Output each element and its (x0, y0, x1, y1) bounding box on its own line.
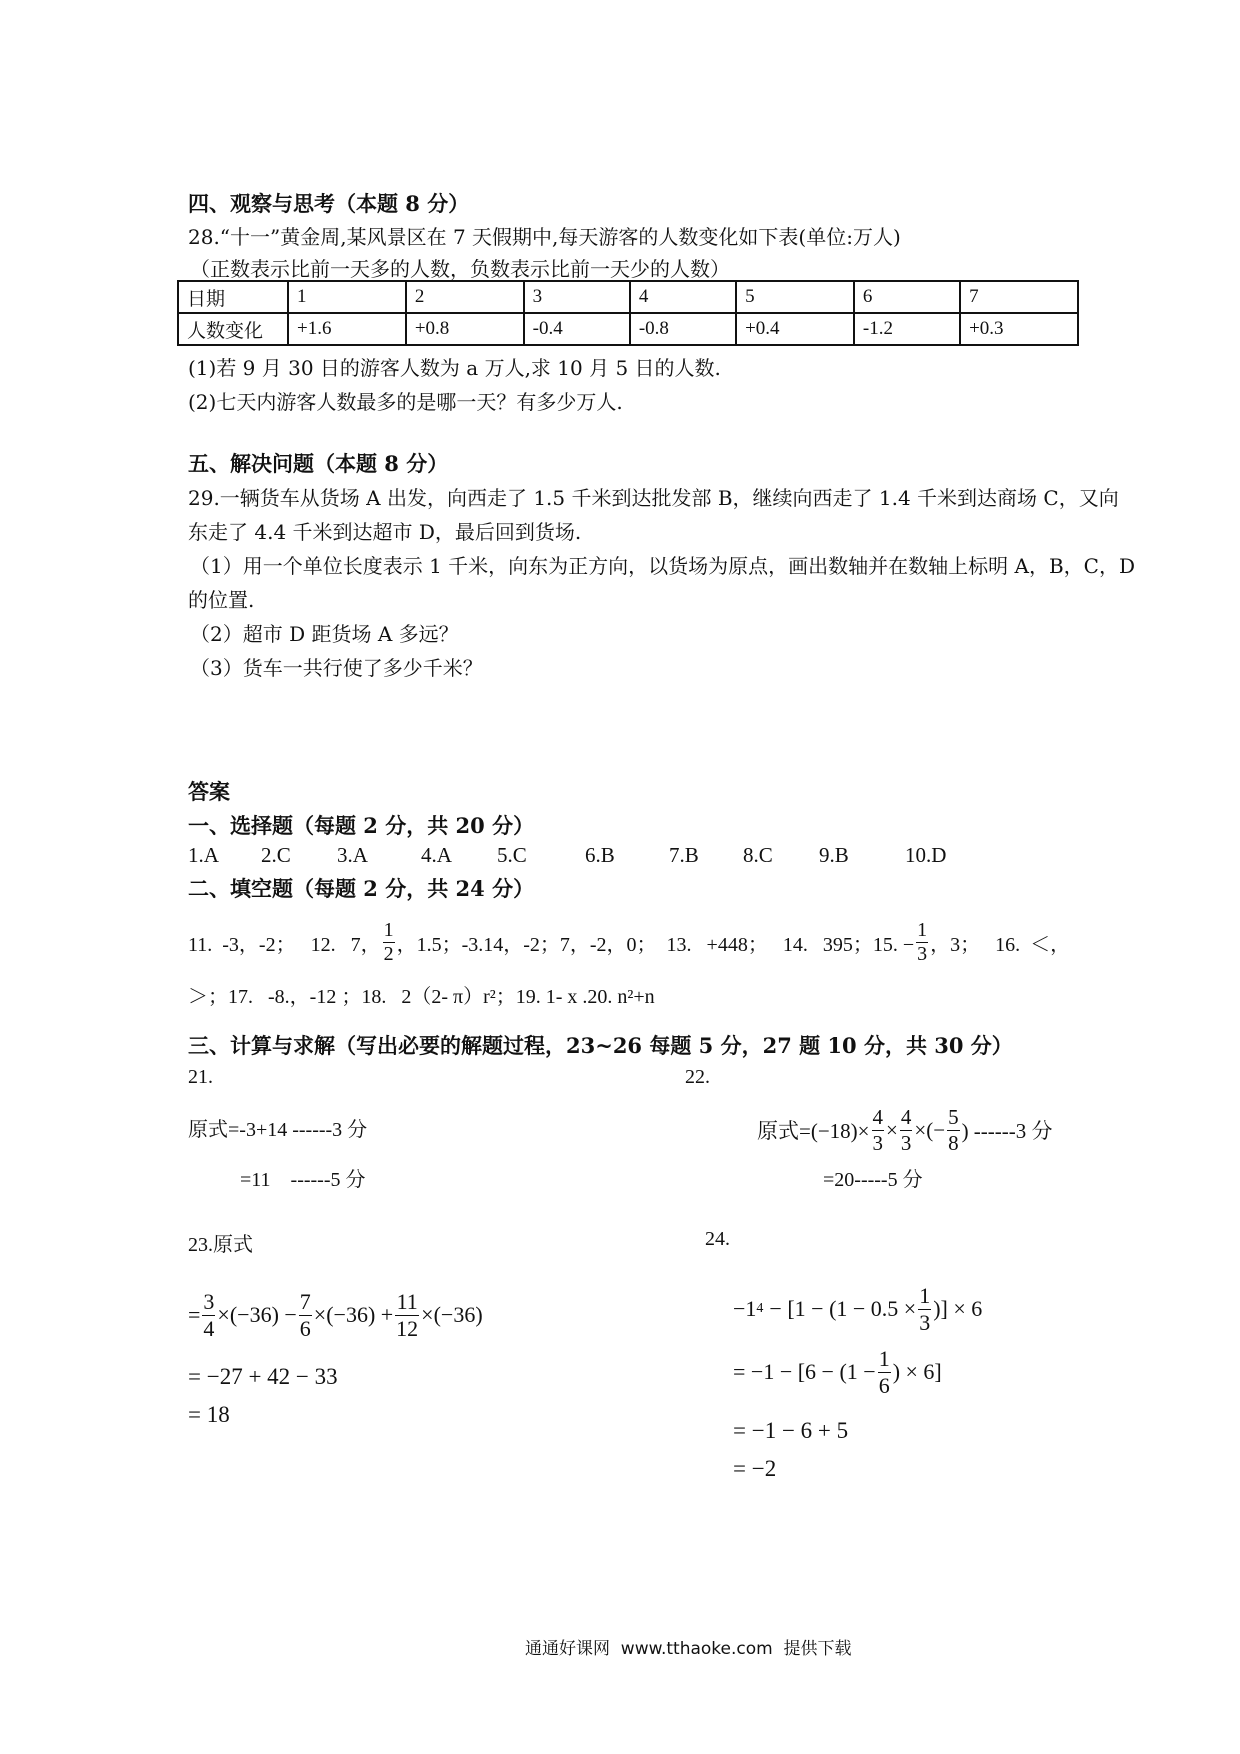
fraction-numerator: 1 (878, 1346, 890, 1372)
math-text: ×(−36) (421, 1302, 483, 1327)
fraction-one-third (916, 919, 928, 966)
answer-item: 7.B (669, 843, 699, 867)
q24-step-2 (733, 1342, 942, 1402)
fraction-one-half (383, 919, 395, 966)
table-row (178, 313, 1078, 345)
q21-step-2: =11 ------5 分 (240, 1169, 366, 1191)
fraction-denominator: 3 (900, 1130, 912, 1155)
fill-answer-text: 11. -3，-2； 12. 7， (188, 933, 381, 956)
fraction-numerator: 11 (396, 1289, 418, 1315)
answer-item: 9.B (819, 843, 849, 867)
table-cell: -0.4 (524, 313, 630, 345)
table-cell: -0.8 (630, 313, 736, 345)
q28-part-1: (1)若 9 月 30 日的游客人数为 a 万人,求 10 月 5 日的人数. (188, 356, 721, 380)
fraction-denominator: 8 (948, 1130, 959, 1155)
answer-item: 1.A (188, 843, 219, 867)
section-4-heading: 四、观察与思考（本题 8 分） (188, 191, 470, 216)
q24-step-3: = −1 − 6 + 5 (733, 1418, 849, 1443)
table-cell: 6 (854, 281, 960, 313)
q28-stem: 28.“十一”黄金周,某风景区在 7 天假期中,每天游客的人数变化如下表(单位:万人) (188, 225, 901, 249)
answers-title: 答案 (188, 779, 230, 804)
answers-s3-heading: 三、计算与求解（写出必要的解题过程，23~26 每题 5 分，27 题 10 分，共 30 分） (188, 1033, 1013, 1058)
answer-item: 2.C (261, 843, 291, 867)
q23-step-3: = 18 (188, 1402, 230, 1427)
math-text: ) ------3 分 (961, 1119, 1053, 1143)
math-text: −1 (733, 1296, 757, 1321)
table-cell: +1.6 (288, 313, 406, 345)
q29-part-1-cont: 的位置. (188, 588, 255, 612)
q23-step-2: = −27 + 42 − 33 (188, 1364, 338, 1389)
fraction-numerator: 7 (299, 1289, 311, 1315)
q24-step-1: −1 4 − [1 − (1 − 0.5 × $\frac{1}{3}$ )] × 6 (733, 1283, 983, 1335)
q23-label: 23.原式 (188, 1234, 253, 1256)
fraction-denominator: 3 (919, 1309, 931, 1335)
answer-item: 3.A (337, 843, 368, 867)
math-text: ×(−36) + (313, 1302, 394, 1327)
table-cell: 3 (524, 281, 630, 313)
page-footer: 通通好课网 www.tthaoke.com 提供下载 (525, 1639, 852, 1659)
answer-item: 8.C (743, 843, 773, 867)
table-header-cell: 人数变化 (178, 313, 288, 345)
table-cell: 4 (630, 281, 736, 313)
fraction (395, 1289, 419, 1341)
visitor-change-table (177, 280, 1079, 346)
q22-step-1: 原式=(−18)× $\frac{4}{3}$ × $\frac{4}{3}$ ×(− $\frac{5}{8}$ ) ------3 分 (757, 1105, 1053, 1155)
fraction-denominator: 3 (872, 1130, 884, 1155)
fraction-denominator: 6 (878, 1372, 890, 1398)
table-cell: 1 (288, 281, 406, 313)
q28-part-2: (2)七天内游客人数最多的是哪一天？有多少万人. (188, 390, 623, 414)
fill-answer-text: ，3； 16. ＜， (930, 933, 1071, 956)
math-text: = −1 − [6 − (1 − (733, 1359, 876, 1384)
fill-answer-text: ，1.5；-3.14，-2；7，-2，0； 13. +448； 14. 395；15. − (396, 933, 915, 956)
q29-part-3: （3）货车一共行使了多少千米？ (190, 656, 483, 680)
fraction-denominator: 4 (203, 1315, 215, 1341)
fraction-numerator: 3 (203, 1289, 215, 1315)
math-text: ×(−36) − (217, 1302, 297, 1327)
q22-step-2: =20-----5 分 (823, 1169, 923, 1191)
q28-note: （正数表示比前一天多的人数，负数表示比前一天少的人数） (190, 257, 730, 281)
table-cell: -1.2 (854, 313, 960, 345)
table-cell: +0.4 (736, 313, 854, 345)
q29-stem-line-1: 29.一辆货车从货场 A 出发，向西走了 1.5 千米到达批发部 B，继续向西走了 1.4 千米到达商场 C，又向 (188, 486, 1119, 510)
math-text: − [1 − (1 − 0.5 × (769, 1296, 917, 1321)
q29-part-2: （2）超市 D 距货场 A 多远？ (190, 622, 459, 646)
q22-label: 22. (685, 1066, 710, 1088)
q21-label: 21. (188, 1066, 213, 1088)
fraction (918, 1283, 931, 1335)
fraction (202, 1289, 215, 1341)
q24-label: 24. (705, 1228, 730, 1250)
fraction (299, 1289, 312, 1341)
answer-item: 10.D (905, 843, 947, 867)
table-header-cell: 日期 (178, 281, 288, 313)
table-cell: +0.3 (960, 313, 1078, 345)
math-text: 原式=(−18)× (757, 1119, 870, 1143)
answer-item: 5.C (497, 843, 527, 867)
fraction-denominator: 2 (383, 942, 394, 965)
q21-step-1: 原式=-3+14 ------3 分 (188, 1119, 368, 1141)
fraction-numerator: 4 (900, 1105, 912, 1130)
fraction (900, 1105, 913, 1154)
table-cell: 7 (960, 281, 1078, 313)
fraction (878, 1346, 891, 1398)
answers-s2-line-1 (188, 912, 1070, 972)
answer-item: 6.B (585, 843, 615, 867)
fraction-denominator: 3 (917, 942, 928, 965)
fraction-numerator: 5 (948, 1105, 959, 1130)
fraction-numerator: 4 (872, 1105, 884, 1130)
section-5-heading: 五、解决问题（本题 8 分） (188, 451, 449, 476)
table-cell: 2 (406, 281, 524, 313)
fraction-numerator: 1 (919, 1283, 931, 1309)
answer-item: 4.A (421, 843, 452, 867)
fraction-denominator: 12 (396, 1315, 419, 1341)
fraction (947, 1105, 960, 1154)
math-text: )] × 6 (933, 1296, 983, 1321)
table-cell: 5 (736, 281, 854, 313)
table-row (178, 281, 1078, 313)
q29-part-1: （1）用一个单位长度表示 1 千米，向东为正方向，以货场为原点，画出数轴并在数轴上标明 A，B，C，D (190, 554, 1135, 578)
table-cell: +0.8 (406, 313, 524, 345)
fraction (872, 1105, 885, 1154)
fraction-denominator: 6 (299, 1315, 311, 1341)
fraction-numerator: 1 (383, 918, 394, 941)
answers-s2-line-2: ＞；17. -8.，-12 ；18. 2（2- π）r²；19. 1- x .20. n²+n (188, 986, 655, 1008)
answers-s1-heading: 一、选择题（每题 2 分，共 20 分） (188, 813, 535, 838)
q29-stem-line-2: 东走了 4.4 千米到达超市 D，最后回到货场. (188, 520, 582, 544)
fraction-numerator: 1 (917, 918, 928, 941)
math-text: ) × 6] (892, 1359, 942, 1384)
q24-step-4: = −2 (733, 1456, 777, 1481)
answers-s2-heading: 二、填空题（每题 2 分，共 24 分） (188, 876, 535, 901)
q23-step-1: = $\frac{3}{4}$ ×(−36) − $\frac{7}{6}$ ×(−36) + $\frac{11}{12}$ ×(−36) (188, 1289, 483, 1341)
